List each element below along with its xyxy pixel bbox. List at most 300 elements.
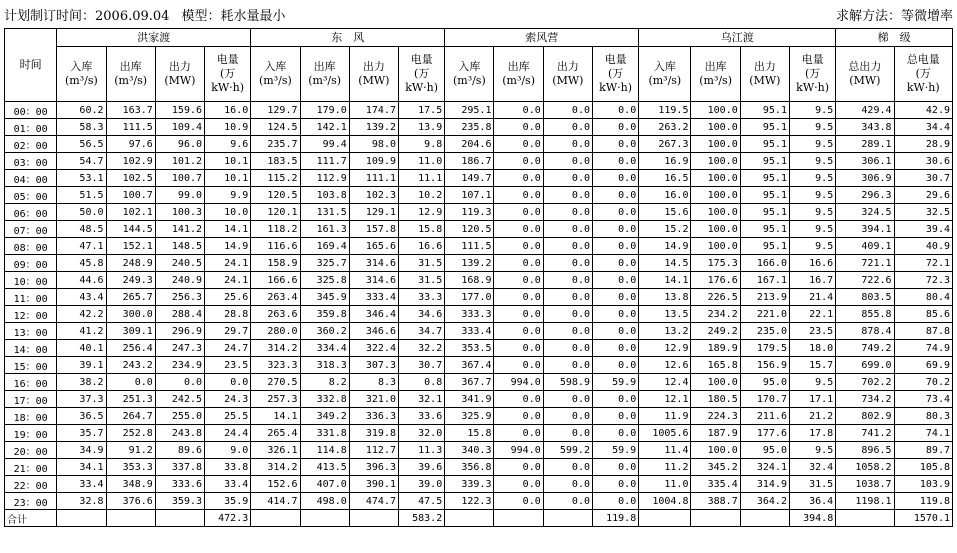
value-cell: 28.9 bbox=[894, 136, 952, 153]
value-cell: 95.1 bbox=[740, 221, 789, 238]
value-cell: 255.0 bbox=[155, 408, 204, 425]
value-cell: 30.7 bbox=[399, 357, 445, 374]
value-cell: 100.0 bbox=[691, 374, 740, 391]
value-cell: 11.4 bbox=[639, 442, 691, 459]
time-cell: 07：00 bbox=[5, 221, 57, 238]
value-cell: 335.4 bbox=[691, 476, 740, 493]
time-cell: 20：00 bbox=[5, 442, 57, 459]
table-row bbox=[5, 425, 953, 442]
value-cell: 87.8 bbox=[894, 323, 952, 340]
value-cell: 100.0 bbox=[691, 221, 740, 238]
value-cell: 45.8 bbox=[57, 255, 106, 272]
value-cell: 56.5 bbox=[57, 136, 106, 153]
value-cell: 251.3 bbox=[106, 391, 155, 408]
value-cell: 322.4 bbox=[349, 340, 398, 357]
value-cell: 100.7 bbox=[106, 187, 155, 204]
value-cell: 24.4 bbox=[205, 425, 251, 442]
value-cell: 186.7 bbox=[445, 153, 494, 170]
time-cell: 04：00 bbox=[5, 170, 57, 187]
value-cell: 29.7 bbox=[205, 323, 251, 340]
energy-header-suofengying: 电量 (万 kW·h) bbox=[592, 47, 638, 102]
value-cell: 34.6 bbox=[399, 306, 445, 323]
value-cell: 0.0 bbox=[494, 255, 543, 272]
total-energy-suofengying: 119.8 bbox=[592, 510, 638, 527]
value-cell: 100.0 bbox=[691, 153, 740, 170]
time-cell: 22：00 bbox=[5, 476, 57, 493]
cascade-header: 梯 级 bbox=[836, 29, 953, 47]
value-cell: 324.5 bbox=[836, 204, 894, 221]
value-cell: 141.2 bbox=[155, 221, 204, 238]
station-header-dongfeng: 东 风 bbox=[251, 29, 445, 47]
value-cell: 16.0 bbox=[639, 187, 691, 204]
total-energy-dongfeng: 583.2 bbox=[399, 510, 445, 527]
value-cell: 0.0 bbox=[494, 476, 543, 493]
output-header-wujiangdu: 出力 (MW) bbox=[740, 47, 789, 102]
value-cell: 9.5 bbox=[789, 204, 835, 221]
inflow-header-wujiangdu: 入库 (m³/s) bbox=[639, 47, 691, 102]
value-cell: 152.1 bbox=[106, 238, 155, 255]
value-cell: 31.5 bbox=[399, 255, 445, 272]
value-cell: 112.7 bbox=[349, 442, 398, 459]
time-cell: 01：00 bbox=[5, 119, 57, 136]
value-cell: 187.9 bbox=[691, 425, 740, 442]
value-cell: 288.4 bbox=[155, 306, 204, 323]
time-cell: 10：00 bbox=[5, 272, 57, 289]
value-cell: 263.6 bbox=[251, 306, 300, 323]
value-cell: 896.5 bbox=[836, 442, 894, 459]
value-cell: 0.0 bbox=[494, 459, 543, 476]
value-cell: 0.0 bbox=[494, 408, 543, 425]
value-cell: 29.6 bbox=[894, 187, 952, 204]
value-cell: 9.5 bbox=[789, 221, 835, 238]
value-cell: 167.1 bbox=[740, 272, 789, 289]
value-cell: 353.5 bbox=[445, 340, 494, 357]
value-cell: 34.1 bbox=[57, 459, 106, 476]
value-cell: 17.1 bbox=[789, 391, 835, 408]
value-cell: 394.1 bbox=[836, 221, 894, 238]
value-cell: 25.6 bbox=[205, 289, 251, 306]
value-cell: 42.9 bbox=[894, 102, 952, 119]
value-cell: 16.5 bbox=[639, 170, 691, 187]
plan-date-label: 计划制订时间：2006.09.04 bbox=[4, 9, 170, 24]
value-cell: 32.1 bbox=[399, 391, 445, 408]
value-cell: 15.8 bbox=[445, 425, 494, 442]
value-cell: 376.6 bbox=[106, 493, 155, 510]
value-cell: 89.6 bbox=[155, 442, 204, 459]
value-cell: 10.2 bbox=[399, 187, 445, 204]
value-cell: 169.4 bbox=[300, 238, 349, 255]
value-cell: 120.5 bbox=[251, 187, 300, 204]
value-cell: 367.7 bbox=[445, 374, 494, 391]
value-cell: 0.0 bbox=[494, 238, 543, 255]
value-cell: 16.9 bbox=[639, 153, 691, 170]
value-cell: 183.5 bbox=[251, 153, 300, 170]
value-cell: 112.9 bbox=[300, 170, 349, 187]
value-cell: 13.5 bbox=[639, 306, 691, 323]
value-cell: 314.2 bbox=[251, 459, 300, 476]
value-cell: 0.0 bbox=[592, 102, 638, 119]
value-cell: 0.0 bbox=[543, 391, 592, 408]
table-row bbox=[5, 289, 953, 306]
value-cell: 39.1 bbox=[57, 357, 106, 374]
value-cell: 161.3 bbox=[300, 221, 349, 238]
value-cell: 243.2 bbox=[106, 357, 155, 374]
value-cell: 248.9 bbox=[106, 255, 155, 272]
value-cell: 124.5 bbox=[251, 119, 300, 136]
value-cell: 12.1 bbox=[639, 391, 691, 408]
value-cell: 0.0 bbox=[592, 153, 638, 170]
value-cell: 0.0 bbox=[106, 374, 155, 391]
value-cell: 323.3 bbox=[251, 357, 300, 374]
value-cell: 116.6 bbox=[251, 238, 300, 255]
value-cell: 21.4 bbox=[789, 289, 835, 306]
value-cell: 289.1 bbox=[836, 136, 894, 153]
value-cell: 102.1 bbox=[106, 204, 155, 221]
value-cell: 474.7 bbox=[349, 493, 398, 510]
value-cell: 13.9 bbox=[399, 119, 445, 136]
value-cell: 11.2 bbox=[639, 459, 691, 476]
value-cell: 356.8 bbox=[445, 459, 494, 476]
value-cell: 0.0 bbox=[592, 306, 638, 323]
value-cell: 74.9 bbox=[894, 340, 952, 357]
value-cell: 319.8 bbox=[349, 425, 398, 442]
value-cell: 109.9 bbox=[349, 153, 398, 170]
value-cell: 23.5 bbox=[205, 357, 251, 374]
value-cell: 33.4 bbox=[57, 476, 106, 493]
value-cell: 152.6 bbox=[251, 476, 300, 493]
value-cell: 177.6 bbox=[740, 425, 789, 442]
time-cell: 03：00 bbox=[5, 153, 57, 170]
value-cell: 144.5 bbox=[106, 221, 155, 238]
value-cell: 12.6 bbox=[639, 357, 691, 374]
table-row bbox=[5, 136, 953, 153]
value-cell: 1198.1 bbox=[836, 493, 894, 510]
value-cell: 702.2 bbox=[836, 374, 894, 391]
value-cell: 9.5 bbox=[789, 102, 835, 119]
value-cell: 353.3 bbox=[106, 459, 155, 476]
value-cell: 59.9 bbox=[592, 374, 638, 391]
value-cell: 0.0 bbox=[592, 289, 638, 306]
value-cell: 498.0 bbox=[300, 493, 349, 510]
value-cell: 30.6 bbox=[894, 153, 952, 170]
value-cell: 0.0 bbox=[494, 204, 543, 221]
value-cell: 264.7 bbox=[106, 408, 155, 425]
value-cell: 0.0 bbox=[592, 323, 638, 340]
value-cell: 247.3 bbox=[155, 340, 204, 357]
value-cell: 314.6 bbox=[349, 255, 398, 272]
value-cell: 129.1 bbox=[349, 204, 398, 221]
value-cell: 265.7 bbox=[106, 289, 155, 306]
table-row bbox=[5, 255, 953, 272]
value-cell: 0.8 bbox=[399, 374, 445, 391]
value-cell: 0.0 bbox=[494, 187, 543, 204]
value-cell: 257.3 bbox=[251, 391, 300, 408]
value-cell: 256.4 bbox=[106, 340, 155, 357]
total-energy-header-cascade: 总电量 (万 kW·h) bbox=[894, 47, 952, 102]
value-cell: 295.1 bbox=[445, 102, 494, 119]
value-cell: 9.8 bbox=[399, 136, 445, 153]
value-cell: 16.0 bbox=[205, 102, 251, 119]
value-cell: 24.7 bbox=[205, 340, 251, 357]
value-cell: 100.0 bbox=[691, 238, 740, 255]
value-cell: 242.5 bbox=[155, 391, 204, 408]
value-cell: 1004.8 bbox=[639, 493, 691, 510]
value-cell: 11.1 bbox=[399, 170, 445, 187]
value-cell: 0.0 bbox=[543, 187, 592, 204]
value-cell: 14.9 bbox=[639, 238, 691, 255]
outflow-header-hongjiadu: 出库 (m³/s) bbox=[106, 47, 155, 102]
value-cell: 240.5 bbox=[155, 255, 204, 272]
value-cell: 58.3 bbox=[57, 119, 106, 136]
value-cell: 80.3 bbox=[894, 408, 952, 425]
value-cell: 16.6 bbox=[789, 255, 835, 272]
value-cell: 234.2 bbox=[691, 306, 740, 323]
value-cell: 32.2 bbox=[399, 340, 445, 357]
value-cell: 333.3 bbox=[445, 306, 494, 323]
table-row bbox=[5, 442, 953, 459]
value-cell: 213.9 bbox=[740, 289, 789, 306]
time-cell: 11：00 bbox=[5, 289, 57, 306]
value-cell: 414.7 bbox=[251, 493, 300, 510]
value-cell: 211.6 bbox=[740, 408, 789, 425]
value-cell: 111.5 bbox=[445, 238, 494, 255]
value-cell: 345.2 bbox=[691, 459, 740, 476]
value-cell: 0.0 bbox=[592, 408, 638, 425]
value-cell: 10.9 bbox=[205, 119, 251, 136]
value-cell: 9.9 bbox=[205, 187, 251, 204]
table-row bbox=[5, 204, 953, 221]
total-energy-wujiangdu: 394.8 bbox=[789, 510, 835, 527]
value-cell: 333.6 bbox=[155, 476, 204, 493]
value-cell: 280.0 bbox=[251, 323, 300, 340]
value-cell: 309.1 bbox=[106, 323, 155, 340]
value-cell: 364.2 bbox=[740, 493, 789, 510]
value-cell: 10.0 bbox=[205, 204, 251, 221]
value-cell: 139.2 bbox=[349, 119, 398, 136]
value-cell: 9.6 bbox=[205, 136, 251, 153]
value-cell: 263.4 bbox=[251, 289, 300, 306]
value-cell: 39.6 bbox=[399, 459, 445, 476]
total-output-header-cascade: 总出力 (MW) bbox=[836, 47, 894, 102]
outflow-header-dongfeng: 出库 (m³/s) bbox=[300, 47, 349, 102]
value-cell: 8.2 bbox=[300, 374, 349, 391]
value-cell: 95.1 bbox=[740, 102, 789, 119]
value-cell: 307.3 bbox=[349, 357, 398, 374]
value-cell: 23.5 bbox=[789, 323, 835, 340]
value-cell: 34.4 bbox=[894, 119, 952, 136]
value-cell: 40.1 bbox=[57, 340, 106, 357]
value-cell: 0.0 bbox=[543, 204, 592, 221]
value-cell: 224.3 bbox=[691, 408, 740, 425]
value-cell: 226.5 bbox=[691, 289, 740, 306]
value-cell: 41.2 bbox=[57, 323, 106, 340]
value-cell: 95.1 bbox=[740, 238, 789, 255]
value-cell: 0.0 bbox=[543, 238, 592, 255]
value-cell: 0.0 bbox=[592, 221, 638, 238]
value-cell: 11.9 bbox=[639, 408, 691, 425]
value-cell: 100.0 bbox=[691, 102, 740, 119]
value-cell: 99.0 bbox=[155, 187, 204, 204]
value-cell: 174.7 bbox=[349, 102, 398, 119]
table-row bbox=[5, 476, 953, 493]
value-cell: 42.2 bbox=[57, 306, 106, 323]
time-cell: 19：00 bbox=[5, 425, 57, 442]
value-cell: 100.0 bbox=[691, 170, 740, 187]
value-cell: 325.7 bbox=[300, 255, 349, 272]
value-cell: 0.0 bbox=[592, 493, 638, 510]
time-cell: 18：00 bbox=[5, 408, 57, 425]
table-row bbox=[5, 493, 953, 510]
table-row bbox=[5, 221, 953, 238]
value-cell: 9.5 bbox=[789, 374, 835, 391]
value-cell: 32.5 bbox=[894, 204, 952, 221]
value-cell: 346.4 bbox=[349, 306, 398, 323]
table-row bbox=[5, 119, 953, 136]
value-cell: 9.5 bbox=[789, 442, 835, 459]
value-cell: 346.6 bbox=[349, 323, 398, 340]
value-cell: 12.9 bbox=[399, 204, 445, 221]
value-cell: 0.0 bbox=[205, 374, 251, 391]
value-cell: 34.9 bbox=[57, 442, 106, 459]
value-cell: 149.7 bbox=[445, 170, 494, 187]
value-cell: 263.2 bbox=[639, 119, 691, 136]
solution-method-label: 求解方法：等微增率 bbox=[835, 9, 953, 24]
value-cell: 265.4 bbox=[251, 425, 300, 442]
value-cell: 802.9 bbox=[836, 408, 894, 425]
time-cell: 09：00 bbox=[5, 255, 57, 272]
value-cell: 100.0 bbox=[691, 136, 740, 153]
value-cell: 9.5 bbox=[789, 153, 835, 170]
value-cell: 73.4 bbox=[894, 391, 952, 408]
value-cell: 10.1 bbox=[205, 153, 251, 170]
value-cell: 396.3 bbox=[349, 459, 398, 476]
value-cell: 95.1 bbox=[740, 119, 789, 136]
value-cell: 0.0 bbox=[494, 323, 543, 340]
value-cell: 741.2 bbox=[836, 425, 894, 442]
value-cell: 91.2 bbox=[106, 442, 155, 459]
value-cell: 119.5 bbox=[639, 102, 691, 119]
value-cell: 204.6 bbox=[445, 136, 494, 153]
value-cell: 0.0 bbox=[494, 289, 543, 306]
value-cell: 314.9 bbox=[740, 476, 789, 493]
value-cell: 101.2 bbox=[155, 153, 204, 170]
value-cell: 53.1 bbox=[57, 170, 106, 187]
value-cell: 0.0 bbox=[543, 340, 592, 357]
value-cell: 24.1 bbox=[205, 255, 251, 272]
value-cell: 30.7 bbox=[894, 170, 952, 187]
value-cell: 139.2 bbox=[445, 255, 494, 272]
value-cell: 14.1 bbox=[639, 272, 691, 289]
value-cell: 12.4 bbox=[639, 374, 691, 391]
value-cell: 176.6 bbox=[691, 272, 740, 289]
value-cell: 15.2 bbox=[639, 221, 691, 238]
value-cell: 0.0 bbox=[592, 476, 638, 493]
value-cell: 31.5 bbox=[399, 272, 445, 289]
value-cell: 95.1 bbox=[740, 187, 789, 204]
value-cell: 0.0 bbox=[543, 476, 592, 493]
value-cell: 168.9 bbox=[445, 272, 494, 289]
value-cell: 13.2 bbox=[639, 323, 691, 340]
output-header-hongjiadu: 出力 (MW) bbox=[155, 47, 204, 102]
value-cell: 120.5 bbox=[445, 221, 494, 238]
value-cell: 13.8 bbox=[639, 289, 691, 306]
value-cell: 60.2 bbox=[57, 102, 106, 119]
total-label: 合计 bbox=[5, 510, 57, 527]
value-cell: 0.0 bbox=[494, 102, 543, 119]
header-left bbox=[4, 7, 285, 27]
value-cell: 0.0 bbox=[543, 306, 592, 323]
value-cell: 0.0 bbox=[494, 221, 543, 238]
value-cell: 109.4 bbox=[155, 119, 204, 136]
unit-header-row bbox=[5, 47, 953, 102]
value-cell: 129.7 bbox=[251, 102, 300, 119]
value-cell: 348.9 bbox=[106, 476, 155, 493]
value-cell: 99.4 bbox=[300, 136, 349, 153]
value-cell: 28.8 bbox=[205, 306, 251, 323]
value-cell: 33.6 bbox=[399, 408, 445, 425]
value-cell: 14.1 bbox=[251, 408, 300, 425]
value-cell: 156.9 bbox=[740, 357, 789, 374]
value-cell: 97.6 bbox=[106, 136, 155, 153]
value-cell: 345.9 bbox=[300, 289, 349, 306]
value-cell: 98.0 bbox=[349, 136, 398, 153]
value-cell: 15.8 bbox=[399, 221, 445, 238]
value-cell: 47.1 bbox=[57, 238, 106, 255]
value-cell: 17.8 bbox=[789, 425, 835, 442]
value-cell: 107.1 bbox=[445, 187, 494, 204]
value-cell: 102.5 bbox=[106, 170, 155, 187]
value-cell: 0.0 bbox=[592, 119, 638, 136]
value-cell: 14.5 bbox=[639, 255, 691, 272]
value-cell: 240.9 bbox=[155, 272, 204, 289]
value-cell: 0.0 bbox=[543, 272, 592, 289]
value-cell: 16.7 bbox=[789, 272, 835, 289]
value-cell: 994.0 bbox=[494, 442, 543, 459]
value-cell: 44.6 bbox=[57, 272, 106, 289]
value-cell: 14.1 bbox=[205, 221, 251, 238]
value-cell: 249.2 bbox=[691, 323, 740, 340]
value-cell: 339.3 bbox=[445, 476, 494, 493]
value-cell: 333.4 bbox=[445, 323, 494, 340]
report-header bbox=[4, 7, 953, 27]
value-cell: 0.0 bbox=[543, 153, 592, 170]
total-energy-hongjiadu: 472.3 bbox=[205, 510, 251, 527]
value-cell: 32.0 bbox=[399, 425, 445, 442]
value-cell: 48.5 bbox=[57, 221, 106, 238]
value-cell: 102.9 bbox=[106, 153, 155, 170]
value-cell: 0.0 bbox=[592, 391, 638, 408]
value-cell: 118.2 bbox=[251, 221, 300, 238]
value-cell: 0.0 bbox=[494, 170, 543, 187]
station-header-wujiangdu: 乌江渡 bbox=[639, 29, 836, 47]
value-cell: 11.3 bbox=[399, 442, 445, 459]
value-cell: 74.1 bbox=[894, 425, 952, 442]
value-cell: 252.8 bbox=[106, 425, 155, 442]
value-cell: 0.0 bbox=[543, 357, 592, 374]
value-cell: 429.4 bbox=[836, 102, 894, 119]
table-row bbox=[5, 170, 953, 187]
energy-header-hongjiadu: 电量 (万 kW·h) bbox=[205, 47, 251, 102]
value-cell: 333.4 bbox=[349, 289, 398, 306]
table-row bbox=[5, 187, 953, 204]
value-cell: 40.9 bbox=[894, 238, 952, 255]
inflow-header-suofengying: 入库 (m³/s) bbox=[445, 47, 494, 102]
value-cell: 0.0 bbox=[543, 170, 592, 187]
value-cell: 8.3 bbox=[349, 374, 398, 391]
value-cell: 36.5 bbox=[57, 408, 106, 425]
value-cell: 390.1 bbox=[349, 476, 398, 493]
value-cell: 9.5 bbox=[789, 187, 835, 204]
